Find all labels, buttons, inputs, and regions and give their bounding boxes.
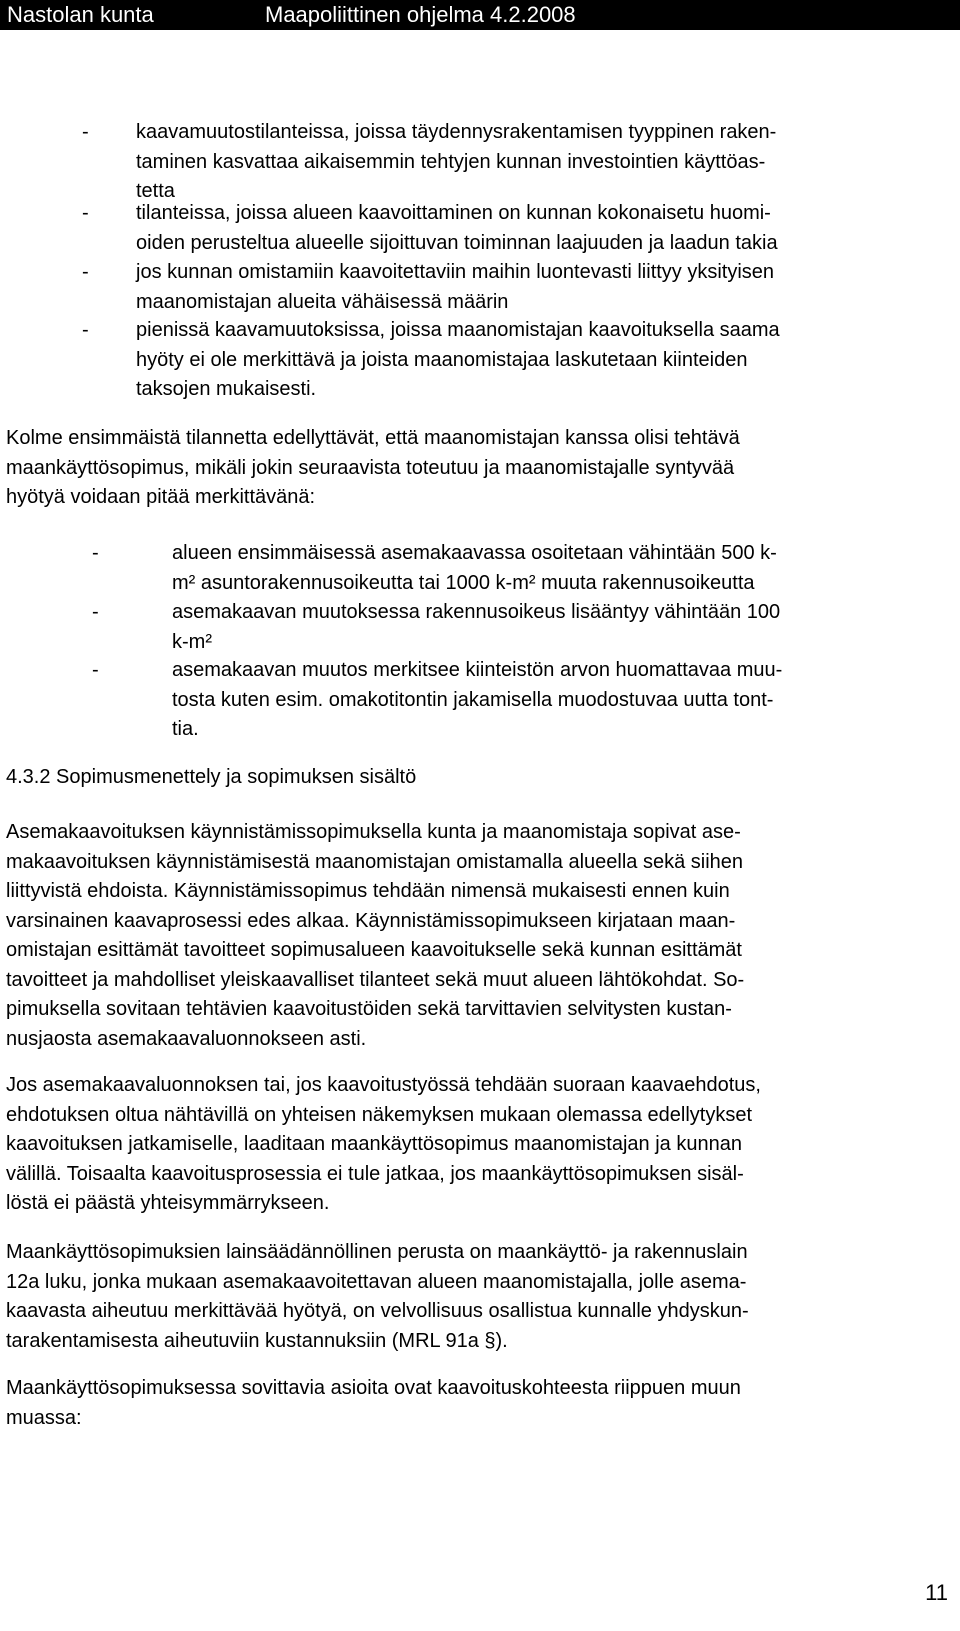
list-item: kaavamuutostilanteissa, joissa täydennysrakentamisen tyyppinen raken- taminen kasvattaa aikaisemmin tehtyjen kunnan investointien käyttöas- tetta bbox=[136, 121, 777, 202]
page-number: 11 bbox=[925, 1580, 948, 1605]
list-dash: - bbox=[82, 261, 89, 283]
list-item: tilanteissa, joissa alueen kaavoittaminen on kunnan kokonaisetu huomi- oiden perusteltua alueelle sijoittuvan toiminnan laajuuden ja laadun takia bbox=[136, 202, 778, 254]
header-document-title: Maapoliittinen ohjelma 4.2.2008 bbox=[265, 2, 576, 27]
list-dash: - bbox=[82, 319, 89, 341]
paragraph: Maankäyttösopimuksessa sovittavia asioita ovat kaavoituskohteesta riippuen muun muassa: bbox=[6, 1377, 741, 1429]
list-dash: - bbox=[92, 542, 99, 564]
list-dash: - bbox=[82, 202, 89, 224]
paragraph: Asemakaavoituksen käynnistämissopimuksella kunta ja maanomistaja sopivat ase- makaavoituksen käynnistämisestä maanomistajan omistamalla alueella sekä siihen liittyvistä ehdoista. Käynnistämissopimus tehdään nimensä mukaisesti ennen kuin varsinainen kaavaprosessi edes alkaa. Käynnistämissopimukseen kirjataan maan- omistajan esittämät tavoitteet sopimusalueen kaavoitukselle sekä kunnan esittämät tavoitteet ja mahdolliset yleiskaavalliset tilanteet sekä muut alueen lähtökohdat. So- pimuksella sovitaan tehtävien kaavoitustöiden sekä tarvittavien selvitysten kustan- nusjaosta asemakaavaluonnokseen asti. bbox=[6, 821, 745, 1050]
list-dash: - bbox=[82, 121, 89, 143]
list-dash: - bbox=[92, 659, 99, 681]
paragraph: Kolme ensimmäistä tilannetta edellyttävät, että maanomistajan kanssa olisi tehtävä maankäyttösopimus, mikäli jokin seuraavista toteutuu ja maanomistajalle syntyvää hyötyä voidaan pitää merkittävänä: bbox=[6, 427, 740, 508]
page-header bbox=[0, 0, 960, 30]
section-heading: 4.3.2 Sopimusmenettely ja sopimuksen sisältö bbox=[6, 766, 417, 788]
list-dash: - bbox=[92, 601, 99, 623]
list-item: asemakaavan muutos merkitsee kiinteistön arvon huomattavaa muu- tosta kuten esim. omakotitontin jakamisella muodostuvaa uutta tont- tia. bbox=[172, 659, 783, 740]
header-municipality: Nastolan kunta bbox=[7, 2, 154, 27]
list-item: asemakaavan muutoksessa rakennusoikeus lisääntyy vähintään 100 k-m² bbox=[172, 601, 781, 653]
paragraph: Maankäyttösopimuksien lainsäädännöllinen perusta on maankäyttö- ja rakennuslain 12a luku, jonka mukaan asemakaavoitettavan alueen maanomistajalla, jolle asema- kaavasta aiheutuu merkittävää hyötyä, on velvollisuus osallistua kunnalle yhdyskun- tarakentamisesta aiheutuviin kustannuksiin (MRL 91a §). bbox=[6, 1241, 749, 1352]
list-item: alueen ensimmäisessä asemakaavassa osoitetaan vähintään 500 k- m² asuntorakennusoikeutta tai 1000 k-m² muuta rakennusoikeutta bbox=[172, 542, 777, 594]
list-item: jos kunnan omistamiin kaavoitettaviin maihin luontevasti liittyy yksityisen maanomistajan alueita vähäisessä määrin bbox=[136, 261, 775, 313]
paragraph: Jos asemakaavaluonnoksen tai, jos kaavoitustyössä tehdään suoraan kaavaehdotus, ehdotuksen oltua nähtävillä on yhteisen näkemyksen mukaan olemassa edellytykset kaavoituksen jatkamiselle, laaditaan maankäyttösopimus maanomistajan ja kunnan välillä. Toisaalta kaavoitusprosessia ei tule jatkaa, jos maankäyttösopimuksen sisäl- löstä ei päästä yhteisymmärrykseen. bbox=[6, 1074, 761, 1214]
list-item: pienissä kaavamuutoksissa, joissa maanomistajan kaavoituksella saama hyöty ei ole merkittävä ja joista maanomistajaa laskutetaan kiinteiden taksojen mukaisesti. bbox=[136, 319, 780, 400]
